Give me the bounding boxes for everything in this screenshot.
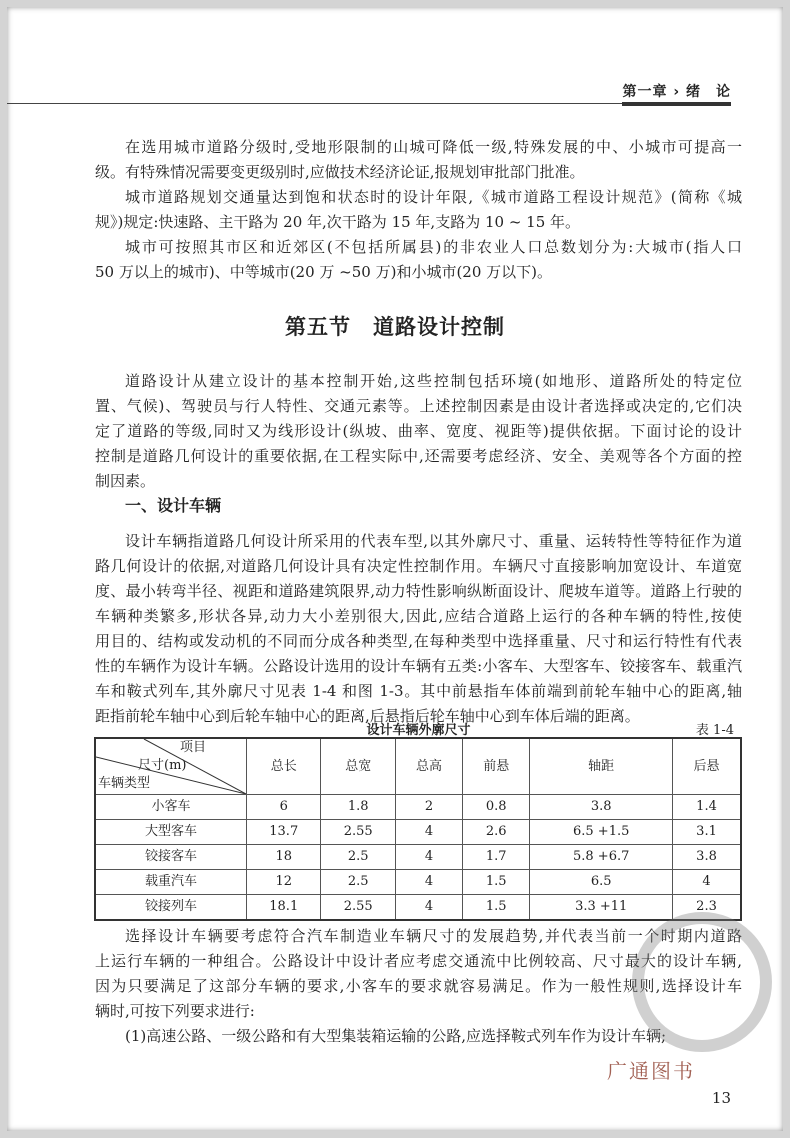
table-cell: 2.55	[321, 820, 395, 845]
table-cell: 1.5	[463, 870, 530, 895]
table-row	[95, 820, 741, 845]
text-line: 选择设计车辆要考虑符合汽车制造业车辆尺寸的发展趋势,并代表当前一个时期内道路	[125, 927, 742, 945]
table-cell: 5.8 +6.7	[530, 845, 673, 870]
table-cell: 2	[395, 795, 462, 820]
text-line: 车辆种类繁多,形状各异,动力大小差别很大,因此,应结合道路上运行的各种车辆的特性,按使	[95, 607, 742, 625]
table-cell: 2.5	[321, 845, 395, 870]
paragraph-city-roads	[95, 135, 742, 285]
section-title: 道路设计控制	[373, 315, 505, 339]
table-cell: 4	[673, 870, 741, 895]
text-line: 辆时,可按下列要求进行:	[95, 1002, 255, 1020]
table-cell: 6.5 +1.5	[530, 820, 673, 845]
text-line: 距指前轮车轴中心到后轮车轴中心的距离,后悬指后轮车轴中心到车体后端的距离。	[95, 707, 640, 725]
table-cell: 4	[395, 845, 462, 870]
table-header-row	[95, 738, 741, 795]
text-line: 在选用城市道路分级时,受地形限制的山城可降低一级,特殊发展的中、小城市可提高一	[125, 138, 742, 156]
vehicle-type-cell: 载重汽车	[95, 870, 247, 895]
text-line: 性的车辆作为设计车辆。公路设计选用的设计车辆有五类:小客车、大型客车、铰接客车、载重汽	[95, 657, 742, 675]
table-cell: 4	[395, 870, 462, 895]
table-cell: 13.7	[247, 820, 321, 845]
table-cell: 1.5	[463, 895, 530, 921]
table-cell: 1.7	[463, 845, 530, 870]
table-cell: 12	[247, 870, 321, 895]
table-cell: 4	[395, 820, 462, 845]
corner-item-label: 项目	[179, 740, 206, 755]
column-header: 轴距	[530, 738, 673, 795]
text-line: 车和鞍式列车,其外廓尺寸见表 1-4 和图 1-3。其中前悬指车体前端到前轮车轴中心的距离,轴	[95, 682, 742, 700]
text-line: 因为只要满足了这部分车辆的要求,小客车的要求就容易满足。作为一般性规则,选择设计车	[95, 977, 742, 995]
text-line: 50 万以上的城市)、中等城市(20 万 ~50 万)和小城市(20 万以下)。	[95, 263, 553, 281]
paragraph-design-control	[95, 369, 742, 494]
table-cell: 2.6	[463, 820, 530, 845]
section-heading	[7, 311, 783, 341]
table-row	[95, 795, 741, 820]
text-line: 规》)规定:快速路、主干路为 20 年,次干路为 15 年,支路为 10 ~ 15 年。	[95, 213, 581, 231]
table-cell: 2.55	[321, 895, 395, 921]
table-cell: 1.4	[673, 795, 741, 820]
table-row	[95, 870, 741, 895]
text-line: 路几何设计的依据,对道路几何设计具有决定性控制作用。车辆尺寸直接影响加宽设计、车道宽	[95, 557, 742, 575]
text-line: 道路设计从建立设计的基本控制开始,这些控制包括环境(如地形、道路所处的特定位	[125, 372, 742, 390]
text-line: 置、气候)、驾驶员与行人特性、交通元素等。上述控制因素是由设计者选择或决定的,它们决	[95, 397, 742, 415]
table-cell: 1.8	[321, 795, 395, 820]
table-cell: 3.1	[673, 820, 741, 845]
column-header: 总长	[247, 738, 321, 795]
subsection-heading: 一、设计车辆	[125, 496, 222, 515]
text-line: 城市可按照其市区和近郊区(不包括所属县)的非农业人口总数划分为:大城市(指人口	[125, 238, 742, 256]
table-cell: 3.3 +11	[530, 895, 673, 921]
paragraph-vehicle-selection	[95, 924, 742, 1049]
text-line: (1)高速公路、一级公路和有大型集装箱运输的公路,应选择鞍式列车作为设计车辆;	[125, 1027, 667, 1045]
text-line: 度、最小转弯半径、视距和道路建筑限界,动力特性影响纵断面设计、爬坡车道等。道路上行驶的	[95, 582, 742, 600]
paragraph-design-vehicle	[95, 529, 742, 729]
column-header: 总宽	[321, 738, 395, 795]
table-cell: 0.8	[463, 795, 530, 820]
text-line: 设计车辆指道路几何设计所采用的代表车型,以其外廓尺寸、重量、运转特性等特征作为道	[125, 532, 742, 550]
text-line: 级。有特殊情况需要变更级别时,应做技术经济论证,报规划审批部门批准。	[95, 163, 585, 181]
corner-unit-label: 尺寸(m)	[138, 758, 187, 773]
column-header: 前悬	[463, 738, 530, 795]
vehicle-dimensions-table	[94, 737, 742, 921]
vehicle-type-cell: 铰接客车	[95, 845, 247, 870]
table-cell: 3.8	[530, 795, 673, 820]
stamp-text: 广通图书	[607, 1059, 695, 1083]
table-cell: 4	[395, 895, 462, 921]
table-cell: 2.5	[321, 870, 395, 895]
vehicle-type-cell: 大型客车	[95, 820, 247, 845]
table-caption: 设计车辆外廓尺寸	[366, 723, 471, 738]
vehicle-type-cell: 小客车	[95, 795, 247, 820]
text-line: 制因素。	[95, 472, 156, 490]
section-number: 第五节	[285, 315, 351, 339]
running-header: 第一章 › 绪 论	[622, 81, 731, 106]
table-cell: 6.5	[530, 870, 673, 895]
page-number: 13	[711, 1089, 731, 1107]
table-cell: 6	[247, 795, 321, 820]
column-header: 总高	[395, 738, 462, 795]
table-corner-cell	[95, 738, 247, 795]
text-line: 控制是道路几何设计的重要依据,在工程实际中,还需要考虑经济、安全、美观等各个方面的控	[95, 447, 742, 465]
text-line: 城市道路规划交通量达到饱和状态时的设计年限,《城市道路工程设计规范》(简称《城	[125, 188, 742, 206]
vehicle-type-cell: 铰接列车	[95, 895, 247, 921]
column-header: 后悬	[673, 738, 741, 795]
table-number: 表 1-4	[695, 723, 734, 738]
corner-type-label: 车辆类型	[98, 776, 151, 791]
table-row	[95, 845, 741, 870]
table-row	[95, 895, 741, 921]
text-line: 上运行车辆的一种组合。公路设计中设计者应考虑交通流中比例较高、尺寸最大的设计车辆,	[95, 952, 742, 970]
table-cell: 18	[247, 845, 321, 870]
table-cell: 2.3	[673, 895, 741, 921]
text-line: 定了道路的等级,同时又为线形设计(纵坡、曲率、宽度、视距等)提供依据。下面讨论的设计	[95, 422, 742, 440]
table-cell: 18.1	[247, 895, 321, 921]
table-cell: 3.8	[673, 845, 741, 870]
text-line: 用目的、结构或发动机的不同而分成各种类型,在每种类型中选择重量、尺寸和运行特性有代表	[95, 632, 742, 650]
